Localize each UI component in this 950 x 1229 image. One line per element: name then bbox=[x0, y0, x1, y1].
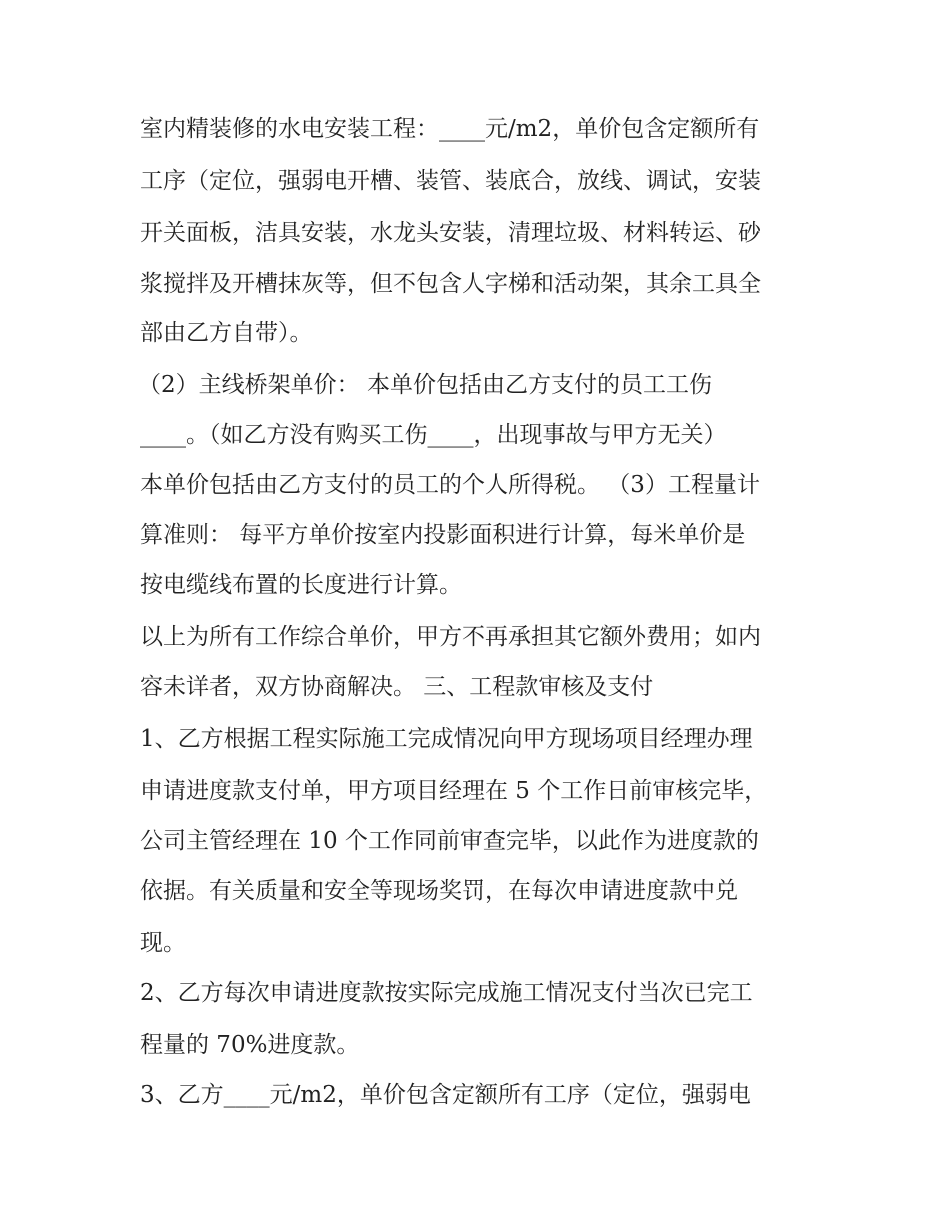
text-line: 浆搅拌及开槽抹灰等，但不包含人字梯和活动架，其余工具全 bbox=[140, 271, 761, 297]
text-line: 室内精装修的水电安装工程：____元/m2，单价包含定额所有 bbox=[140, 116, 760, 142]
text-line: 现。 bbox=[140, 930, 186, 956]
text-line: 1、乙方根据工程实际施工完成情况向甲方现场项目经理办理 bbox=[140, 726, 753, 752]
text-line: 工序（定位，强弱电开槽、装管、装底合，放线、调试，安装 bbox=[140, 168, 761, 194]
text-line: ____。（如乙方没有购买工伤____，出现事故与甲方无关） bbox=[140, 422, 727, 448]
text-line: 容未详者，双方协商解决。 三、工程款审核及支付 bbox=[140, 674, 654, 700]
text-line: 依据。有关质量和安全等现场奖罚，在每次申请进度款中兑 bbox=[140, 878, 738, 904]
text-line: 公司主管经理在 10 个工作同前审查完毕，以此作为进度款的 bbox=[140, 828, 759, 854]
text-line: 部由乙方自带）。 bbox=[140, 320, 313, 346]
text-line: 2、乙方每次申请进度款按实际完成施工情况支付当次已完工 bbox=[140, 980, 753, 1006]
text-line: 算准则： 每平方单价按室内投影面积进行计算，每米单价是 bbox=[140, 522, 746, 548]
text-line: 申请进度款支付单，甲方项目经理在 5 个工作日前审核完毕， bbox=[140, 778, 768, 804]
text-line: 按电缆线布置的长度进行计算。 bbox=[140, 572, 462, 598]
text-line: 3、乙方____元/m2，单价包含定额所有工序（定位，强弱电 bbox=[140, 1082, 751, 1108]
text-line: 程量的 70%进度款。 bbox=[140, 1032, 360, 1058]
text-line: 开关面板，洁具安装，水龙头安装，清理垃圾、材料转运、砂 bbox=[140, 220, 761, 246]
text-line: 以上为所有工作综合单价，甲方不再承担其它额外费用；如内 bbox=[140, 624, 761, 650]
text-line: （2）主线桥架单价： 本单价包括由乙方支付的员工工伤 bbox=[138, 372, 712, 398]
text-line: 本单价包括由乙方支付的员工的个人所得税。 （3）工程量计 bbox=[140, 472, 760, 498]
